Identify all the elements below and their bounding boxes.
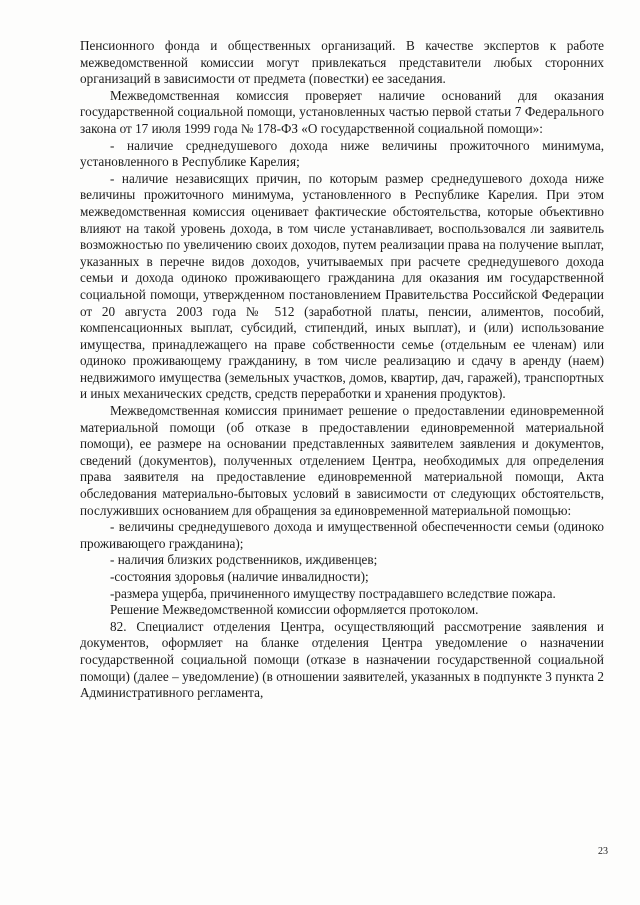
list-item-reasons: - наличие независящих причин, по которым размер среднедушевого дохода ниже величины прожиточного минимума, установленного в Республике Карелия. При этом межведомственная комиссия оценивает фактические обстоятельства, которые объективно влияют на такой уровень дохода, в том числе устанавливает, воспользовался ли заявитель возможностью по увеличению своих доходов, путем реализации права на получение выплат, указанных в перечне видов доходов, учитываемых при расчете среднедушевого дохода семьи и дохода одиноко проживающего гражданина для оказания им государственной социальной помощи, утвержденном постановлением Правительства Российской Федерации от 20 августа 2003 года № 512 (заработной платы, пенсии, алиментов, пособий, компенсационных выплат, субсидий, стипендий, иных выплат), и (или) использование имущества, принадлежащего на праве собственности семье (отдельным ее членам) или одиноко проживающему гражданину, в том числе реализацию и сдачу в аренду (наем) недвижимого имущества (земельных участков, домов, квартир, дач, гаражей), транспортных и иных механических средств, средств переработки и хранения продуктов). [80,170,604,402]
paragraph-protocol: Решение Межведомственной комиссии оформляется протоколом. [110,602,479,618]
paragraph-2: Межведомственная комиссия проверяет наличие оснований для оказания государственной социальной помощи, установленных частью первой статьи 7 Федерального закона от 17 июля 1999 года № 178-ФЗ «О государственной социальной помощи»: [80,87,604,136]
list-item-damage: -размера ущерба, причиненного имуществу пострадавшего вследствие пожара. [110,585,556,601]
list-item-income-property: - величины среднедушевого дохода и имущественной обеспеченности семьи (одиноко проживающего гражданина); [80,519,604,551]
list-item-income: - наличие среднедушевого дохода ниже величины прожиточного минимума, установленного в Республике Карелия; [80,137,604,170]
paragraph-1: Пенсионного фонда и общественных организаций. В качестве экспертов к работе межведомственной комиссии могут привлекаться представители любых сторонних организаций в зависимости от предмета (повестки) ее заседания. [80,38,604,87]
document-body [80,38,604,702]
paragraph-82: 82. Специалист отделения Центра, осуществляющий рассмотрение заявления и документов, оформляет на бланке отделения Центра уведомление о назначении государственной социальной помощи (отказе в назначении государственной социальной помощи) (далее – уведомление) (в отношении заявителей, указанных в подпункте 3 пункта 2 Административного регламента, [80,618,604,701]
page-number: 23 [598,846,608,857]
list-item-health: -состояния здоровья (наличие инвалидности); [110,569,369,584]
list-item-relatives: - наличия близких родственников, иждивенцев; [110,552,378,568]
paragraph-decision: Межведомственная комиссия принимает решение о предоставлении единовременной материальной помощи (об отказе в предоставлении единовременной материальной помощи), ее размере на основании представленных заявителем заявления и документов, сведений (документов), полученных отделением Центра, необходимых для определения права заявителя на предоставление единовременной материальной помощи, Акта обследования материально-бытовых условий в зависимости от следующих обстоятельств, послуживших основанием для обращения за единовременной материальной помощью: [80,403,604,518]
